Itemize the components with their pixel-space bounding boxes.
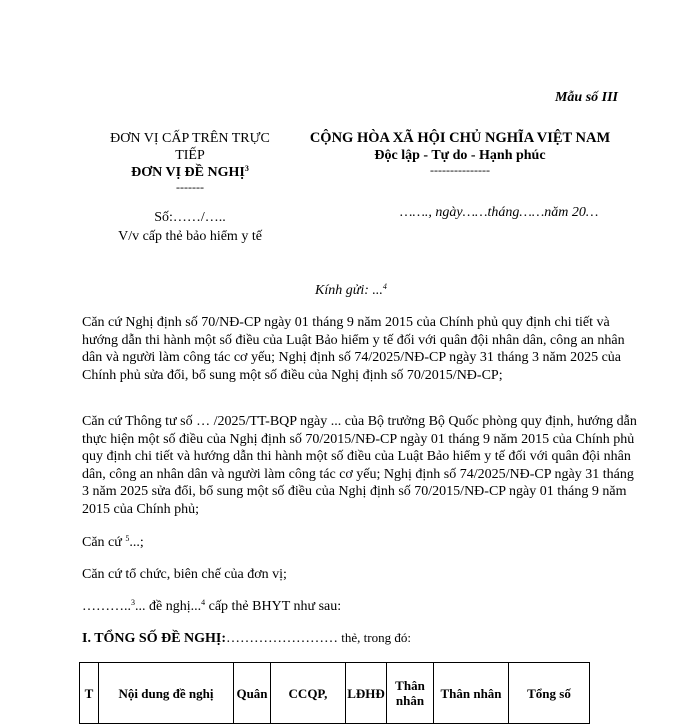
section-one-title: I. TỔNG SỐ ĐỀ NGHỊ:…………………… thẻ, trong đó: [82, 630, 411, 646]
paragraph-legal-basis-other: Căn cứ $^5$...; [82, 534, 144, 550]
left-divider: ------- [176, 180, 204, 194]
superior-unit: ĐƠN VỊ CẤP TRÊN TRỰC TIẾP [110, 131, 270, 163]
header-cell-ldhd: LĐHĐ [346, 663, 387, 724]
header-cell-total: Tổng số [509, 663, 590, 724]
proposing-unit-note: 3 [244, 164, 249, 173]
request-table [79, 662, 590, 724]
header-cell-relatives-1: Thân nhân [387, 663, 434, 724]
left-header [80, 130, 300, 245]
national-motto: Độc lập - Tự do - Hạnh phúc [374, 148, 546, 163]
header-cell-relatives-2: Thân nhân [434, 663, 509, 724]
form-number: Mẫu số III [554, 90, 618, 105]
header-cell-content: Nội dung đề nghị [99, 663, 234, 724]
header-cell-ccqp: CCQP, [271, 663, 346, 724]
salutation: Kính gửi: ...$^4$ [315, 282, 387, 298]
paragraph-request-line: ………..$^3$... đề nghị...$^4$ cấp thẻ BHYT như sau: [82, 598, 342, 614]
date-line: ……., ngày……tháng……năm 20… [400, 205, 599, 220]
paragraph-legal-basis-circular: Căn cứ Thông tư số … /2025/TT-BQP ngày ... của Bộ trưởng Bộ Quốc phòng quy định, hướng dẫn thực hiện một số điều của Nghị định số 70/2015/NĐ-CP ngày 01 tháng 9 năm 2015 của Chính phủ quy định chi tiết và hướng dẫn thi hành một số điều của Luật Bảo hiểm y tế đối với quân đội nhân dân, công an nhân dân và người làm công tác cơ yếu; Nghị định số 74/2025/NĐ-CP ngày 31 tháng 3 năm 2025 sửa đổi, bổ sung một số điều của Nghị định số 70/2015/NĐ-CP ngày 01 tháng 9 năm 2015 của Chính phủ; [82, 414, 637, 517]
doc-number: Số:……/….. [154, 210, 226, 225]
request-note-4: 4 [201, 598, 206, 607]
paragraph-note-5: 5 [125, 534, 130, 543]
paragraph-organization-basis: Căn cứ tổ chức, biên chế của đơn vị; [82, 567, 287, 582]
header-cell-army: Quân [234, 663, 271, 724]
header-cell-index: T [80, 663, 99, 724]
proposing-unit: ĐƠN VỊ ĐỀ NGHỊ$^3$ [131, 164, 249, 180]
country-name: CỘNG HÒA XÃ HỘI CHỦ NGHĨA VIỆT NAM [309, 130, 611, 146]
salutation-note: 4 [382, 282, 387, 291]
right-header [280, 130, 640, 176]
paragraph-legal-basis-decree: Căn cứ Nghị định số 70/NĐ-CP ngày 01 tháng 9 năm 2015 của Chính phủ quy định chi tiết và hướng dẫn thi hành một số điều của Luật Bảo hiểm y tế đối với quân đội nhân dân, công an nhân dân và người làm công tác cơ yếu; Nghị định số 74/2025/NĐ-CP ngày 31 tháng 3 năm 2025 của Chính phủ sửa đổi, bổ sung một số điều của Nghị định số 70/2015/NĐ-CP; [82, 315, 625, 383]
doc-subject: V/v cấp thẻ bảo hiểm y tế [118, 229, 262, 244]
right-divider: --------------- [430, 163, 490, 177]
request-note-3: 3 [131, 598, 135, 607]
table-header-row [80, 663, 590, 724]
